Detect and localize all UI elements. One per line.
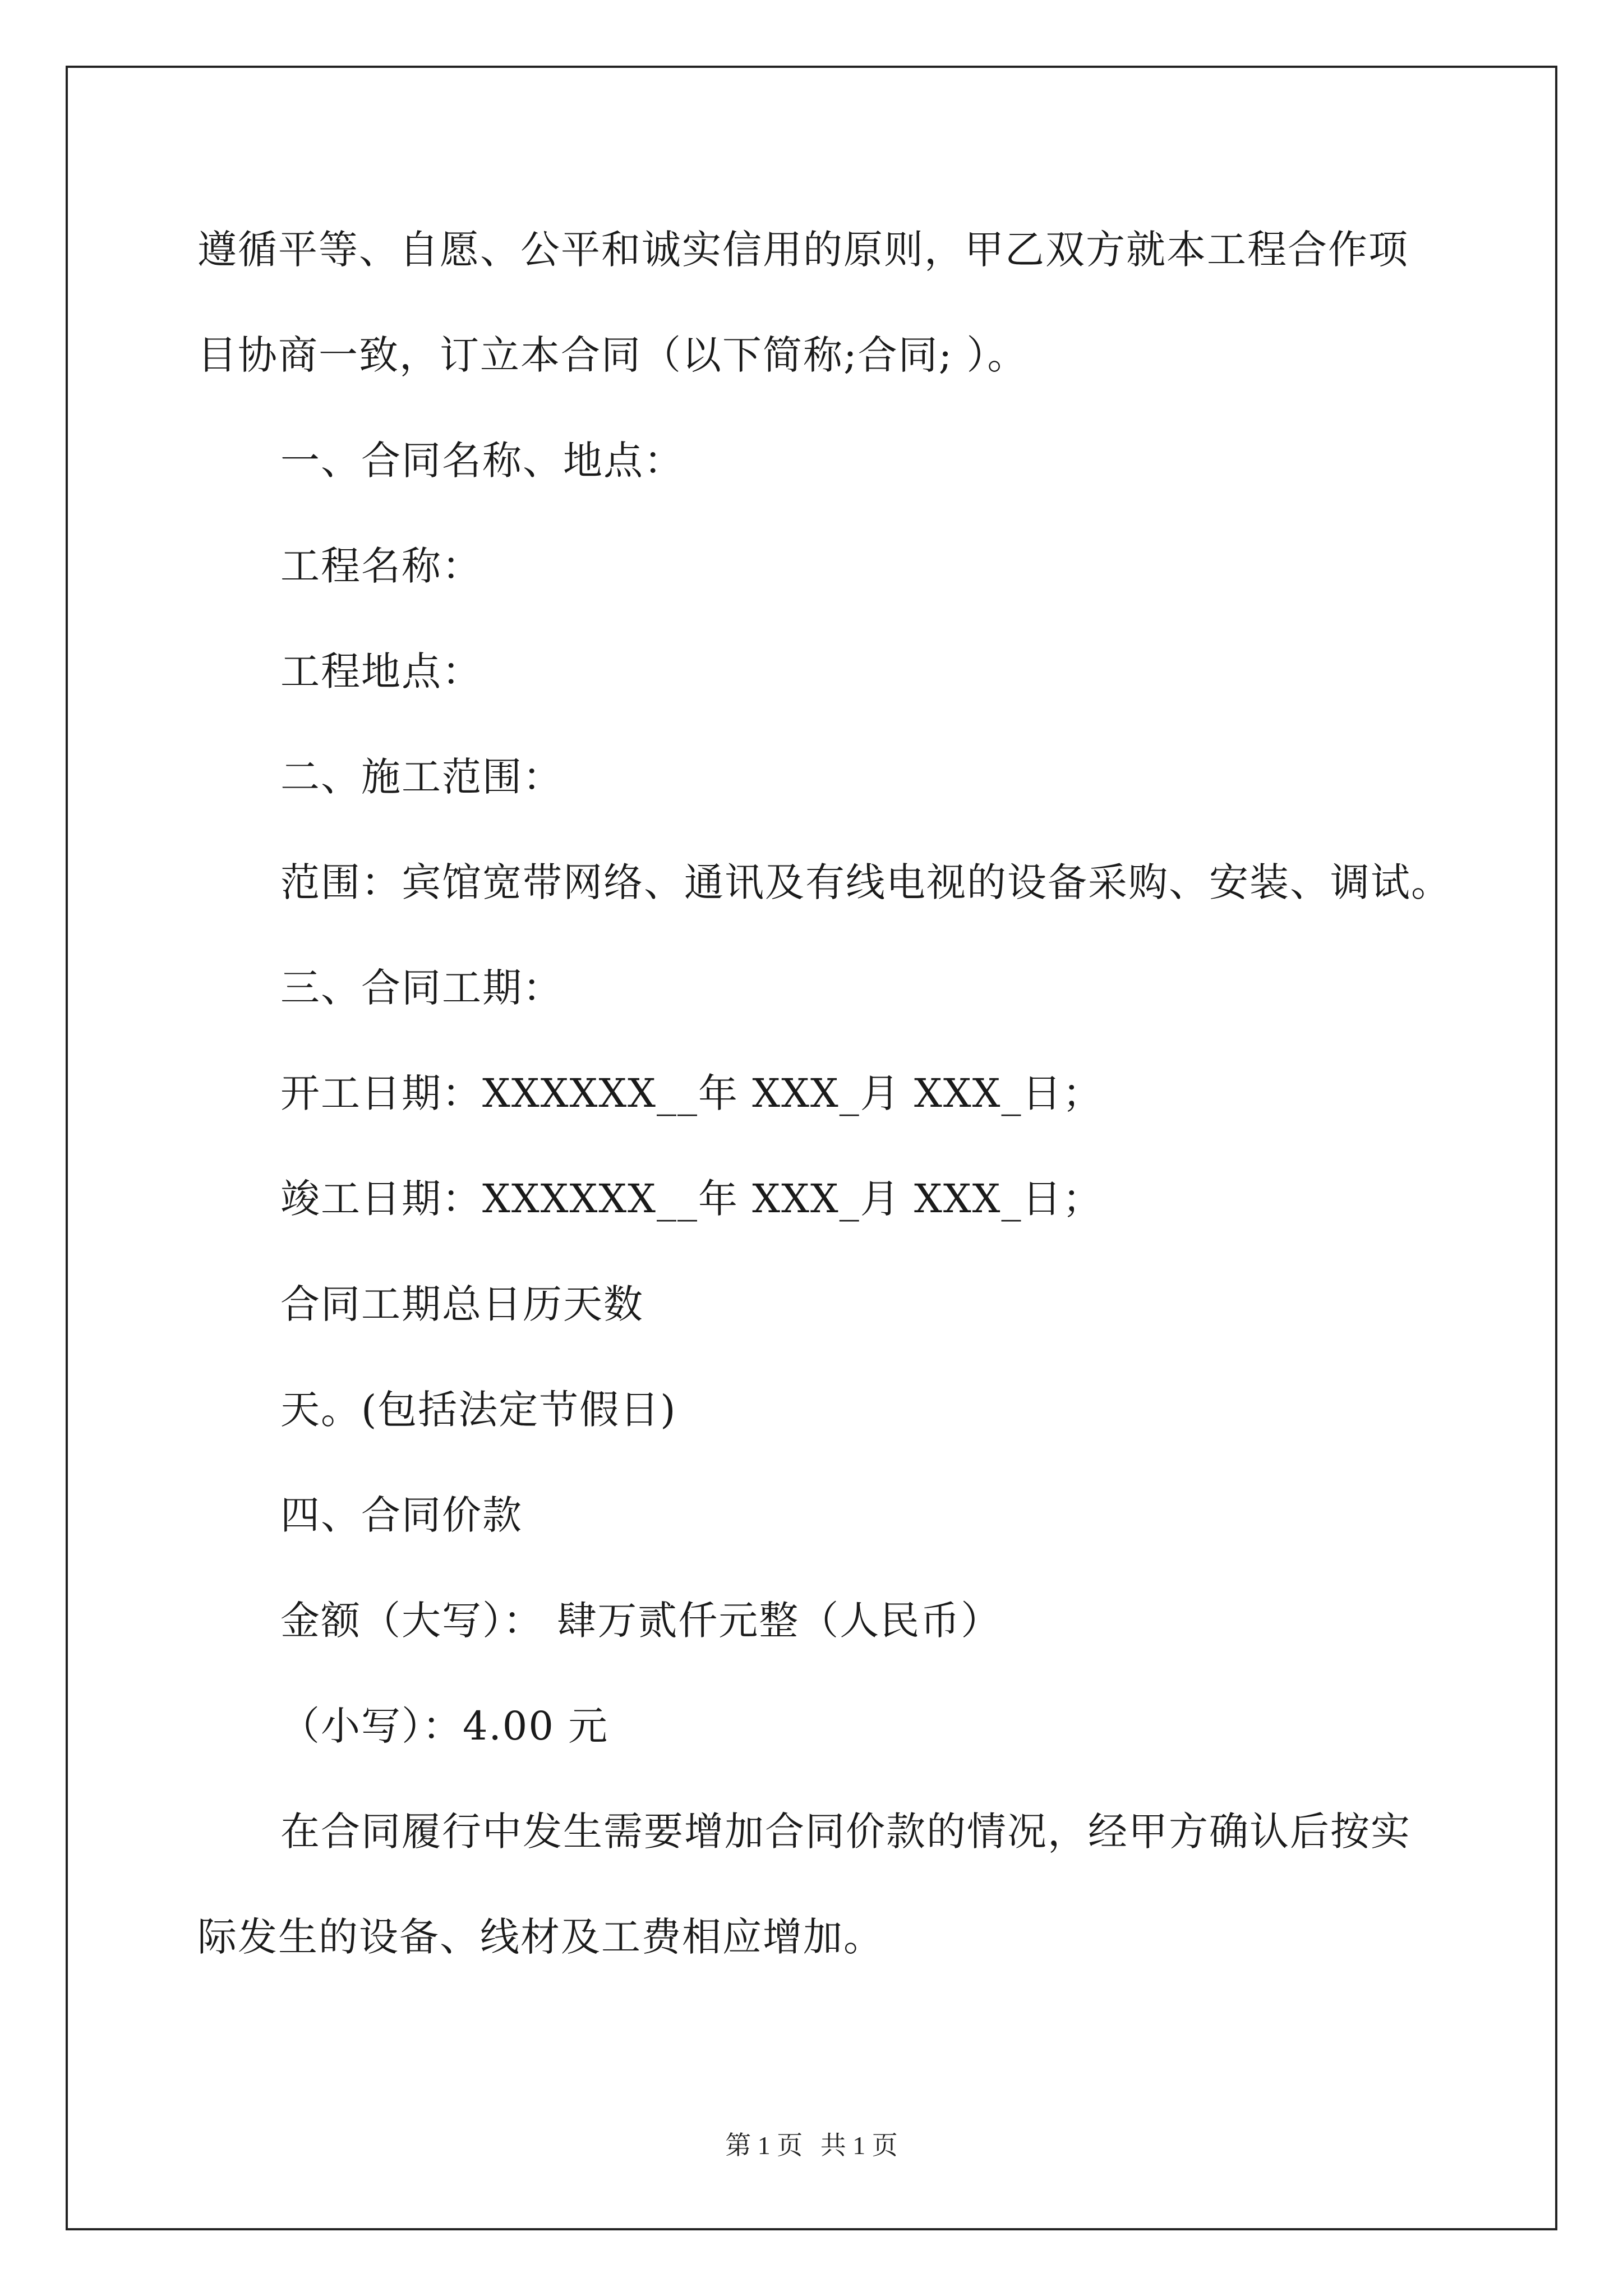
page-border [66, 66, 1557, 2230]
page-footer [0, 2125, 1623, 2162]
paragraph-line: 在合同履行中发生需要增加合同价款的情况，经甲方确认后按实 [280, 1809, 1411, 1855]
field-label: 工程名称： [280, 543, 482, 589]
paragraph-line: 目协商一致，订立本合同（以下简称;合同; ）。 [197, 332, 1028, 378]
page-number: 第 1 页 [725, 2131, 803, 2160]
paragraph-line: 范围：宾馆宽带网络、通讯及有线电视的设备采购、安装、调试。 [280, 859, 1451, 905]
field-line: 天。(包括法定节假日) [280, 1387, 677, 1433]
field-line: （小写）：4.00 元 [280, 1703, 609, 1749]
field-line: 合同工期总日历天数 [280, 1281, 644, 1327]
section-heading: 二、施工范围： [280, 754, 563, 800]
field-line: 开工日期：XXXXXX__年 XXX_月 XXX_日； [280, 1070, 1103, 1116]
section-heading: 四、合同价款 [280, 1492, 523, 1538]
page-total: 共 1 页 [820, 2131, 898, 2160]
section-heading: 三、合同工期： [280, 965, 563, 1011]
paragraph-line: 际发生的设备、线材及工费相应增加。 [197, 1914, 884, 1960]
field-line: 金额（大写）： 肆万贰仟元整（人民币） [280, 1598, 1002, 1644]
field-line: 竣工日期：XXXXXX__年 XXX_月 XXX_日； [280, 1176, 1103, 1222]
section-heading: 一、合同名称、地点： [280, 438, 684, 484]
field-label: 工程地点： [280, 648, 482, 694]
paragraph-line: 遵循平等、自愿、公平和诚实信用的原则，甲乙双方就本工程合作项 [197, 227, 1409, 273]
